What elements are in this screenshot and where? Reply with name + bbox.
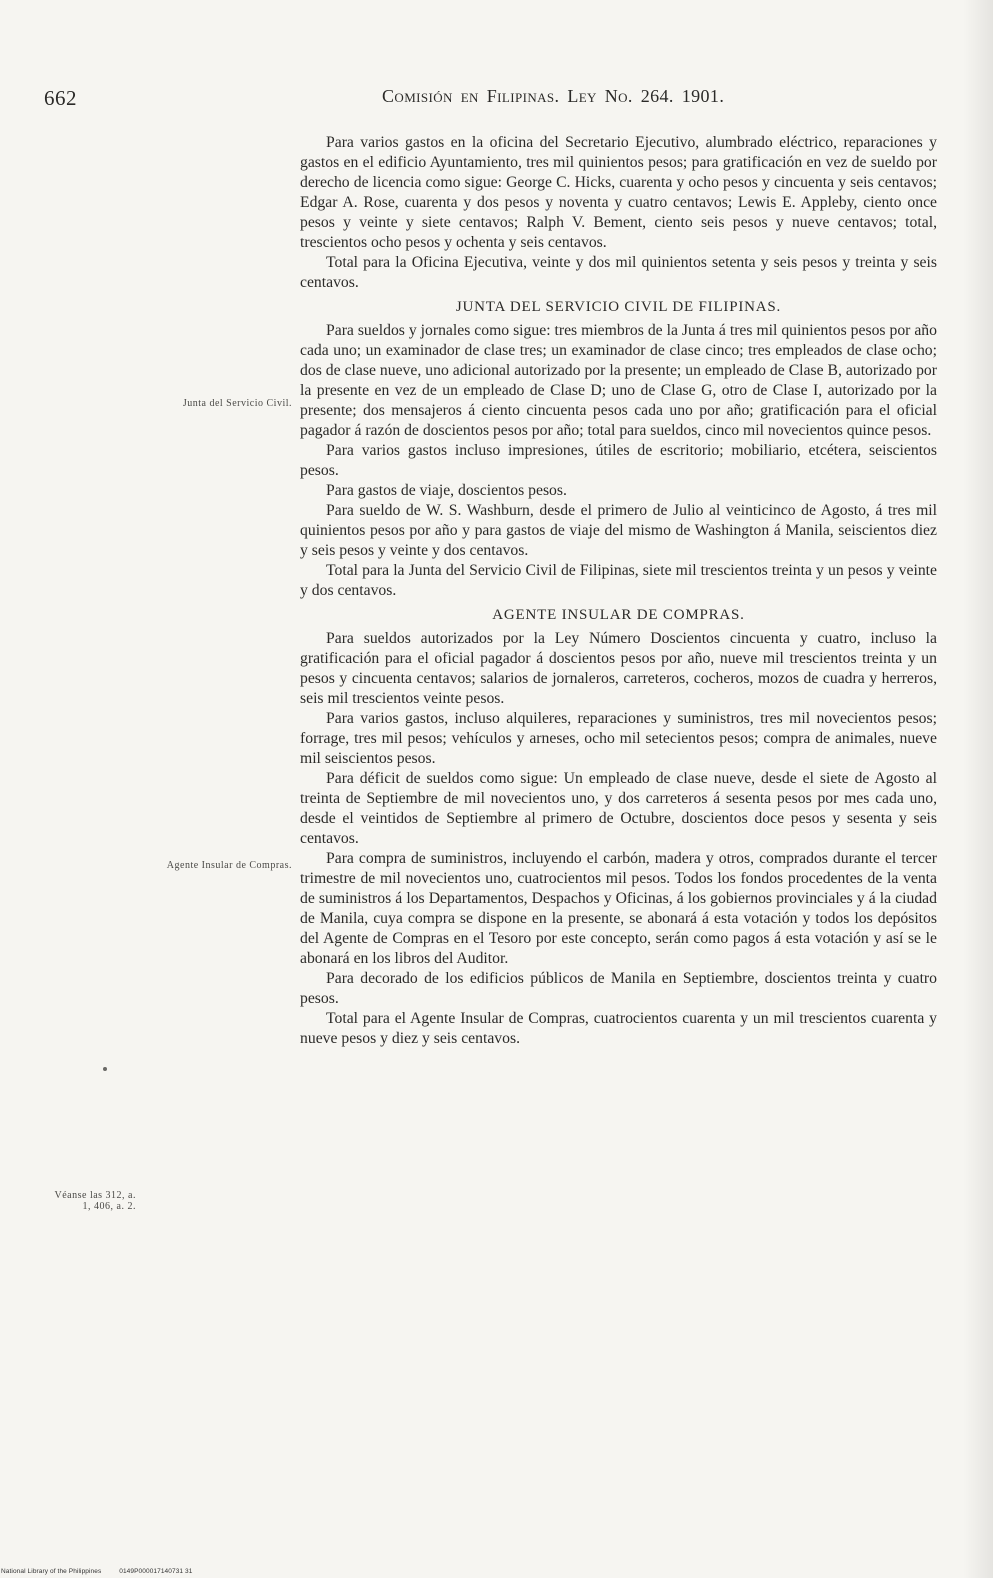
margin-note-veanse: Véanse las 312, a. 1, 406, a. 2. (54, 1190, 136, 1212)
paragraph: Para varios gastos en la oficina del Secretario Ejecutivo, alumbrado eléctrico, reparaciones y gastos en el edificio Ayuntamiento, tres mil quinientos pesos; para gratificación en vez de sueldo por derecho de licencia como sigue: George C. Hicks, cuarenta y ocho pesos y cincuenta y seis centavos; Edgar A. Rose, cuarenta y dos pesos y noventa y cuatro centavos; Lewis E. Appleby, ciento once pesos y veinte y siete centavos; Ralph V. Bement, ciento seis pesos y nueve centavos; total, trescientos ocho pesos y ochenta y seis centavos. (300, 134, 937, 251)
paragraph: Para decorado de los edificios públicos de Manila en Septiembre, doscientos treinta y cuatro pesos. (300, 970, 937, 1007)
scan-footer (1, 1568, 208, 1575)
scan-code: 0149P000017140731 31 (119, 1568, 193, 1575)
margin-note-agente: Agente Insular de Compras. (166, 860, 292, 871)
paragraph: Para varios gastos incluso impresiones, útiles de escritorio; mobiliario, etcétera, seiscientos pesos. (300, 442, 937, 479)
margin-note-junta: Junta del Servicio Civil. (182, 398, 292, 409)
paragraph: Total para el Agente Insular de Compras, cuatrocientos cuarenta y un mil trescientos cuarenta y nueve pesos y diez y seis centavos. (300, 1010, 937, 1047)
library-credit: National Library of the Philippines (1, 1568, 102, 1575)
paragraph: Para sueldos autorizados por la Ley Número Doscientos cincuenta y cuatro, incluso la gratificación para el oficial pagador á doscientos pesos por año, nueve mil trescientos treinta y un pesos y cincuenta centavos; salarios de jornaleros, carreteros, cocheros, mozos de cuadra y herreros, seis mil trescientos veinte pesos. (300, 630, 937, 707)
paragraph: Total para la Junta del Servicio Civil de Filipinas, siete mil trescientos treinta y un pesos y veinte y dos centavos. (300, 562, 937, 599)
paragraph: Total para la Oficina Ejecutiva, veinte y dos mil quinientos setenta y seis pesos y treinta y seis centavos. (300, 254, 937, 291)
section-heading-agente: AGENTE INSULAR DE COMPRAS. (492, 607, 745, 623)
paragraph: Para varios gastos, incluso alquileres, reparaciones y suministros, tres mil novecientos pesos; forrage, tres mil pesos; vehículos y arneses, ocho mil setecientos pesos; compra de animales, nueve mil seiscientos pesos. (300, 710, 937, 767)
page-number: 662 (44, 86, 77, 110)
speck-mark (103, 1067, 107, 1071)
paragraph: Para sueldos y jornales como sigue: tres miembros de la Junta á tres mil quinientos pesos por año cada uno; un examinador de clase tres; un examinador de clase cinco; tres empleados de clase ocho; dos de clase nueve, uno adicional autorizado por la presente; un empleado de Clase B, autorizado por la presente en vez de un empleado de Clase D; uno de Clase G, otro de Clase I, autorizado por la presente; dos mensajeros á ciento cincuenta pesos cada uno por año; gratificación para el oficial pagador á razón de doscientos pesos por año; total para sueldos, cinco mil novecientos quince pesos. (300, 322, 937, 439)
paragraph: Para gastos de viaje, doscientos pesos. (326, 482, 567, 499)
paragraph: Para compra de suministros, incluyendo el carbón, madera y otros, comprados durante el tercer trimestre de mil novecientos uno, cuatrocientos mil pesos. Todos los fondos procedentes de la venta de suministros á los Departamentos, Despachos y Oficinas, á los gobiernos provinciales y á la ciudad de Manila, cuya compra se dispone en la presente, se abonará á esta votación y todos los depósitos del Agente de Compras en el Tesoro por este concepto, serán como pagos á esta votación y así se le abonará en los libros del Auditor. (300, 850, 937, 967)
body-text (300, 133, 937, 1049)
running-title: Comisión en Filipinas. Ley No. 264. 1901. (382, 86, 725, 106)
paragraph: Para déficit de sueldos como sigue: Un empleado de clase nueve, desde el siete de Agosto al treinta de Septiembre de mil novecientos uno, y dos carreteros á sesenta pesos por mes cada uno, desde el veintidos de Septiembre al primero de Octubre, doscientos doce pesos y sesenta y seis centavos. (300, 770, 937, 847)
page-edge-shadow (963, 0, 993, 1578)
section-heading-junta: JUNTA DEL SERVICIO CIVIL DE FILIPINAS. (455, 299, 782, 315)
paragraph: Para sueldo de W. S. Washburn, desde el primero de Julio al veinticinco de Agosto, á tres mil quinientos pesos por año y para gastos de viaje del mismo de Washington á Manila, seiscientos diez y seis pesos y veinte y dos centavos. (300, 502, 937, 559)
